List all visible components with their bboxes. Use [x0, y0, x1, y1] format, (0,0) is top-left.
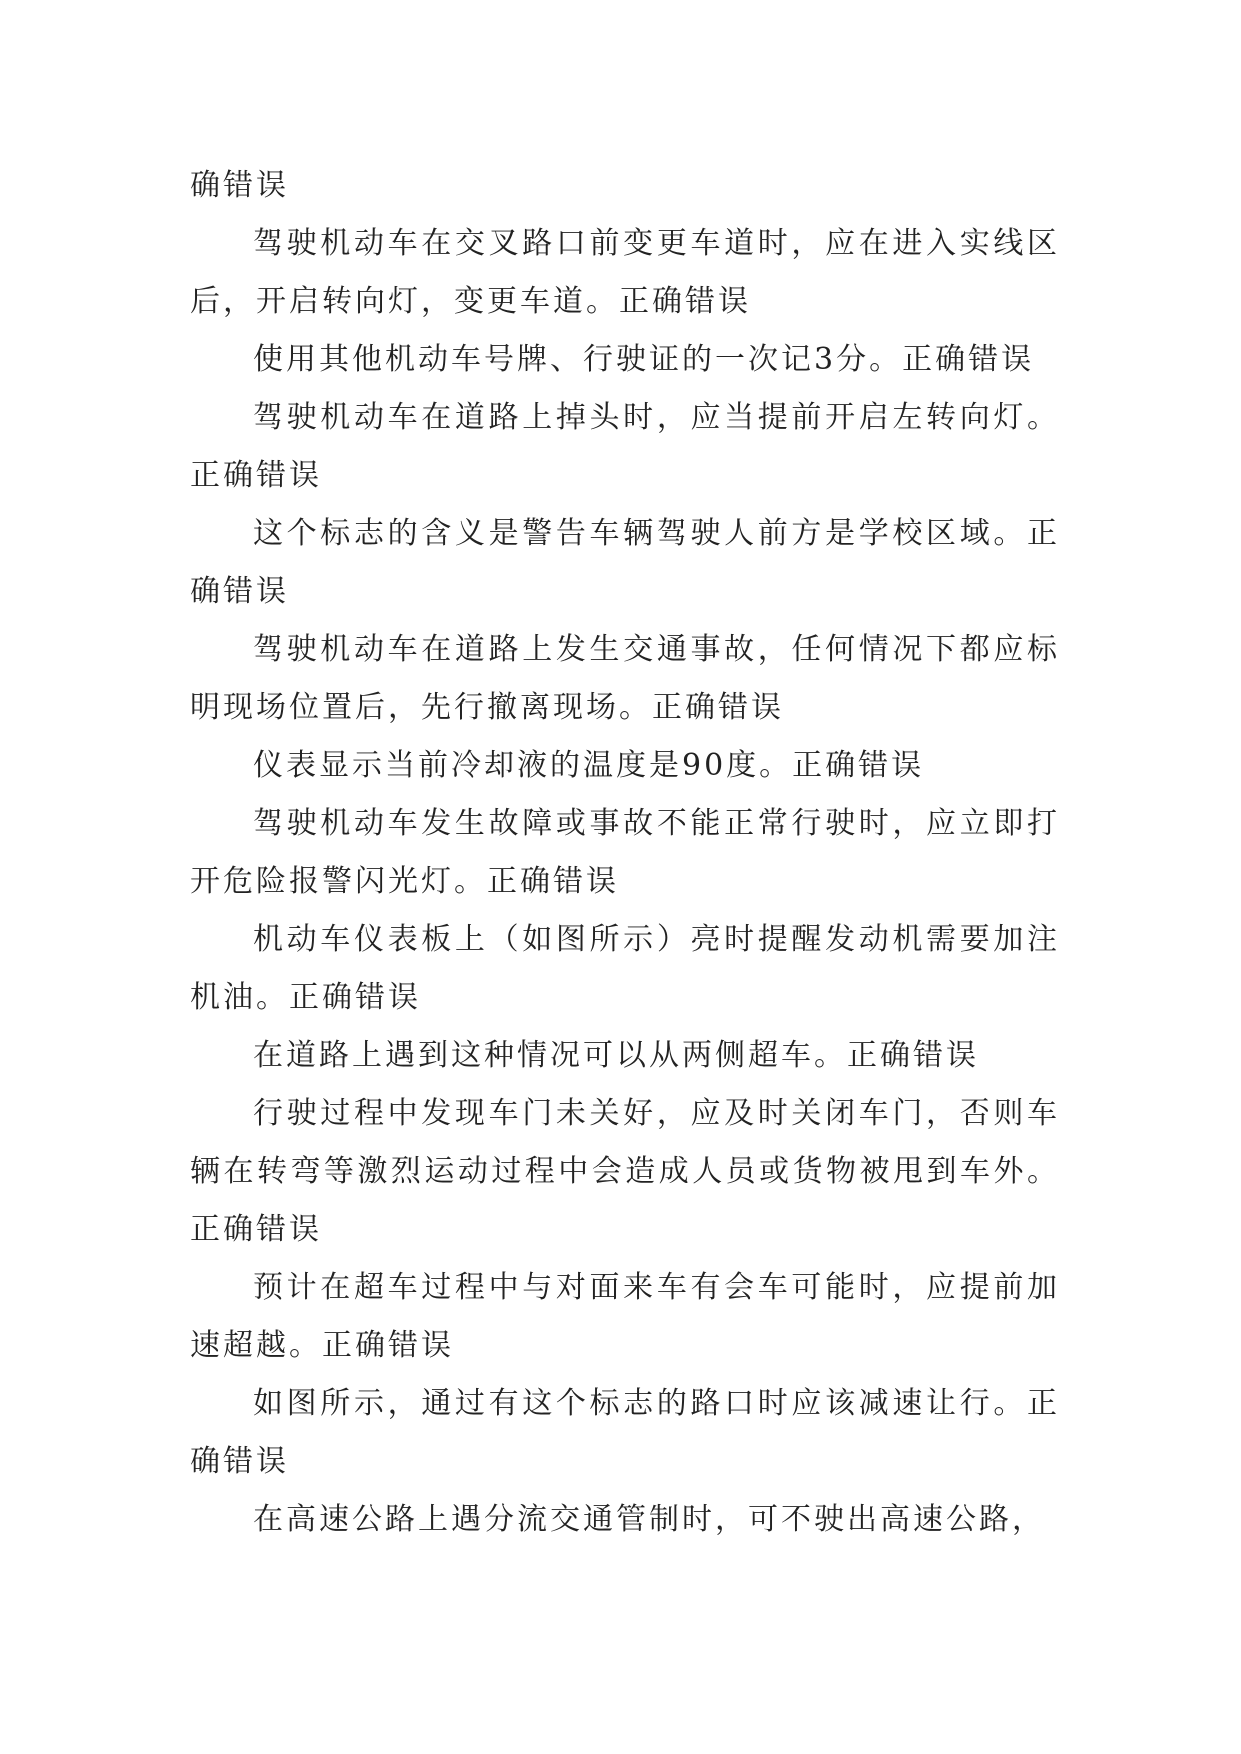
paragraph: 仪表显示当前冷却液的温度是90度。正确错误: [253, 748, 925, 783]
paragraph: 驾驶机动车在道路上掉头时，应当提前开启左转向灯。正确错误: [190, 400, 1060, 493]
document-body: [190, 157, 1060, 1549]
paragraph: 预计在超车过程中与对面来车有会车可能时，应提前加速超越。正确错误: [190, 1270, 1060, 1363]
paragraph: 如图所示，通过有这个标志的路口时应该减速让行。正确错误: [190, 1386, 1060, 1479]
paragraph: 机动车仪表板上（如图所示）亮时提醒发动机需要加注机油。正确错误: [190, 922, 1060, 1015]
paragraph: 使用其他机动车号牌、行驶证的一次记3分。正确错误: [253, 342, 1035, 377]
paragraph: 行驶过程中发现车门未关好，应及时关闭车门，否则车辆在转弯等激烈运动过程中会造成人员或货物被甩到车外。正确错误: [190, 1096, 1060, 1247]
paragraph: 这个标志的含义是警告车辆驾驶人前方是学校区域。正确错误: [190, 516, 1060, 609]
paragraph: 在道路上遇到这种情况可以从两侧超车。正确错误: [253, 1038, 979, 1073]
paragraph: 驾驶机动车在交叉路口前变更车道时，应在进入实线区后，开启转向灯，变更车道。正确错误: [190, 226, 1060, 319]
paragraph: 驾驶机动车在道路上发生交通事故，任何情况下都应标明现场位置后，先行撤离现场。正确错误: [190, 632, 1060, 725]
paragraph-truncated: 在高速公路上遇分流交通管制时，可不驶出高速公路，: [253, 1502, 1045, 1537]
paragraph-continued: 确错误: [190, 168, 289, 203]
paragraph: 驾驶机动车发生故障或事故不能正常行驶时，应立即打开危险报警闪光灯。正确错误: [190, 806, 1060, 899]
